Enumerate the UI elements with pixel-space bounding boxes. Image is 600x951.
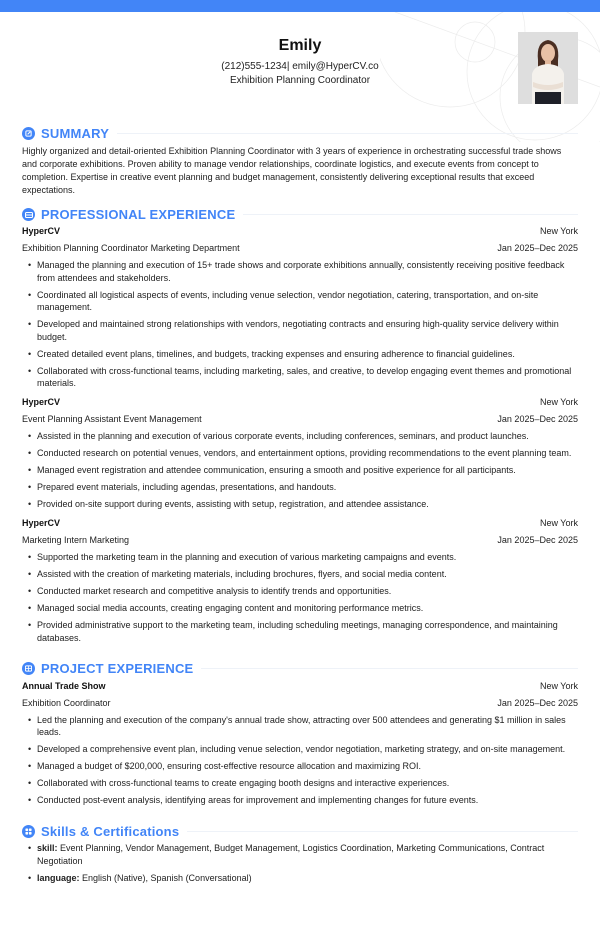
skill-item <box>28 872 578 885</box>
project-role: Exhibition Coordinator <box>22 697 111 708</box>
resume-body <box>22 122 578 889</box>
bullet-item: • Managed event registration and attendee communication, ensuring a smooth and positive experience for all participants. <box>28 464 578 477</box>
summary-text: Highly organized and detail-oriented Exhibition Planning Coordinator with 3 years of experience in orchestrating successful trade shows and corporate exhibitions. Proven ability to manage vendor relationships, coordinate logistics, and execute events from concept to completion. Expertise in creative event planning and budget management, consistently delivering exceptional results that exceed expectations. <box>22 146 562 195</box>
bullet-item: • Developed and maintained strong relationships with vendors, negotiating contracts and ensuring high-quality service delivery within budget. <box>28 318 578 343</box>
job-entry <box>22 394 578 511</box>
bullet-item: • Supported the marketing team in the planning and execution of various marketing campaigns and events. <box>28 551 578 564</box>
section-title: PROJECT EXPERIENCE <box>41 661 194 676</box>
company-name: HyperCV <box>22 518 61 528</box>
skill-item <box>28 842 578 867</box>
job-bullets <box>28 551 578 644</box>
job-bullets <box>28 430 578 511</box>
briefcase-icon <box>22 208 35 221</box>
bullet-item: • Coordinated all logistical aspects of events, including venue selection, vendor negotiation, catering, transportation, and on-site management. <box>28 289 578 314</box>
bullet-item: • Managed a budget of $200,000, ensuring cost-effective resource allocation and maximizing ROI. <box>28 760 578 773</box>
company-name: HyperCV <box>22 226 61 236</box>
section-title: SUMMARY <box>41 125 110 141</box>
candidate-name: Emily <box>278 37 322 54</box>
bullet-item: • Conducted market research and competitive analysis to identify trends and opportunities. <box>28 585 578 598</box>
section-divider <box>201 668 578 669</box>
section-summary-header <box>22 124 578 142</box>
resume-header <box>0 12 600 122</box>
section-divider <box>243 214 578 215</box>
section-experience-header <box>22 205 578 223</box>
job-location: New York <box>539 518 578 528</box>
bullet-item: • Managed the planning and execution of 15+ trade shows and corporate exhibitions annually, consistently receiving positive feedback from attendees and stakeholders. <box>28 259 578 284</box>
job-entry <box>22 515 578 644</box>
job-dates: Jan 2025–Dec 2025 <box>497 414 578 424</box>
skill-value: English (Native), Spanish (Conversational) <box>79 872 252 883</box>
section-title: Skills & Certifications <box>41 823 180 839</box>
bullet-item: • Led the planning and execution of the company's annual trade show, attracting over 500 attendees and generating $1 million in sales leads. <box>28 714 578 739</box>
bullet-item: • Provided on-site support during events, assisting with setup, registration, and attendee assistance. <box>28 498 578 511</box>
bullet-item: • Prepared event materials, including agendas, presentations, and handouts. <box>28 481 578 494</box>
company-name: HyperCV <box>22 397 61 407</box>
bullet-item: • Conducted research on potential venues, vendors, and entertainment options, providing recommendations to the event planning team. <box>28 447 578 460</box>
bullet-item: • Assisted with the creation of marketing materials, including brochures, flyers, and social media content. <box>28 568 578 581</box>
bullet-item: • Assisted in the planning and execution of various corporate events, including conferences, seminars, and product launches. <box>28 430 578 443</box>
job-location: New York <box>539 397 578 407</box>
skill-value: Event Planning, Vendor Management, Budget Management, Logistics Coordination, Marketing Communications, Contract Negotiation <box>37 843 545 866</box>
bullet-item: • Developed a comprehensive event plan, including venue selection, vendor negotiation, marketing strategy, and on-site management. <box>28 743 578 756</box>
bullet-item: • Collaborated with cross-functional teams to create engaging booth designs and interactive experiences. <box>28 777 578 790</box>
skills-list <box>28 842 578 884</box>
skill-key: language: <box>37 872 80 883</box>
job-entry <box>22 223 578 390</box>
profile-photo <box>518 32 578 104</box>
bullet-item: • Provided administrative support to the marketing team, including scheduling meetings, managing correspondence, and maintaining databases. <box>28 619 578 644</box>
section-divider <box>117 133 578 134</box>
job-role: Exhibition Planning Coordinator Marketing Department <box>22 243 240 253</box>
edit-icon <box>22 127 35 140</box>
section-projects-header <box>22 660 578 678</box>
bullet-item: • Conducted post-event analysis, identifying areas for improvement and implementing changes for future events. <box>28 794 578 807</box>
apps-icon <box>22 825 35 838</box>
top-accent-bar <box>0 0 600 12</box>
section-divider <box>187 831 578 832</box>
bullet-item: • Created detailed event plans, timelines, and budgets, tracking expenses and ensuring adherence to financial guidelines. <box>28 348 578 361</box>
project-dates: Jan 2025–Dec 2025 <box>497 697 578 708</box>
grid-icon <box>22 662 35 675</box>
skill-key: skill: <box>37 843 58 853</box>
job-location: New York <box>539 226 578 236</box>
job-role: Marketing Intern Marketing <box>22 535 130 545</box>
section-skills-header <box>22 822 578 840</box>
project-bullets <box>28 714 578 807</box>
bullet-item: • Managed social media accounts, creating engaging content and monitoring performance metrics. <box>28 602 578 615</box>
bullet-item: • Collaborated with cross-functional teams, including marketing, sales, and creative, to develop engaging event themes and promotional materials. <box>28 365 578 390</box>
project-entry <box>22 678 578 807</box>
job-dates: Jan 2025–Dec 2025 <box>497 535 578 545</box>
job-bullets <box>28 259 578 390</box>
candidate-title: Exhibition Planning Coordinator <box>229 75 371 86</box>
contact-info: (212)555-1234| emily@HyperCV.co <box>221 61 379 72</box>
job-role: Event Planning Assistant Event Management <box>22 414 202 424</box>
project-location: New York <box>539 680 578 691</box>
section-title: PROFESSIONAL EXPERIENCE <box>41 206 236 222</box>
job-dates: Jan 2025–Dec 2025 <box>497 243 578 253</box>
project-name: Annual Trade Show <box>22 680 106 691</box>
